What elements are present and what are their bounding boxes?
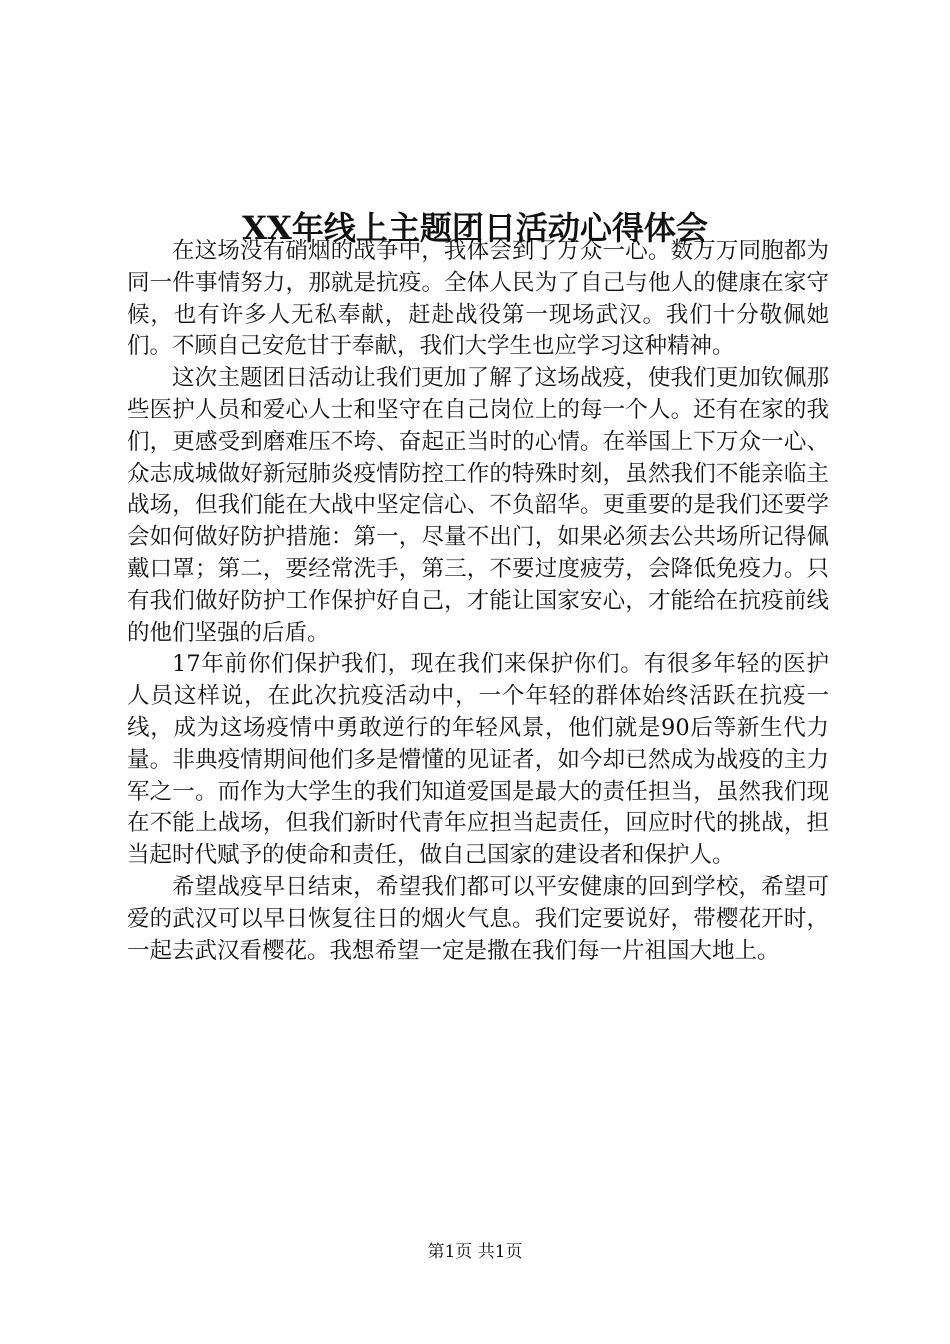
document-title: XX年线上主题团日活动心得体会 [242,209,708,248]
document-body [127,236,829,967]
paragraph: 17年前你们保护我们，现在我们来保护你们。有很多年轻的医护人员这样说，在此次抗疫活动中，一个年轻的群体始终活跃在抗疫一线，成为这场疫情中勇敢逆行的年轻风景，他们就是90后等新生代力量。非典疫情期间他们多是懵懂的见证者，如今却已然成为战疫的主力军之一。而作为大学生的我们知道爱国是最大的责任担当，虽然我们现在不能上战场，但我们新时代青年应担当起责任，回应时代的挑战，担当起时代赋予的使命和责任，做自己国家的建设者和保护人。 [127,651,829,869]
page-number-footer: 第1页 共1页 [427,1242,523,1262]
paragraph: 在这场没有硝烟的战争中，我体会到了万众一心。数万万同胞都为同一件事情努力，那就是抗疫。全体人民为了自己与他人的健康在家守候，也有许多人无私奉献，赶赴战役第一现场武汉。我们十分敬佩她们。不顾自己安危甘于奉献，我们大学生也应学习这种精神。 [127,238,829,360]
paragraph: 希望战疫早日结束，希望我们都可以平安健康的回到学校，希望可爱的武汉可以早日恢复往日的烟火气息。我们定要说好，带樱花开时，一起去武汉看樱花。我想希望一定是撒在我们每一片祖国大地上。 [127,873,829,964]
paragraph: 这次主题团日活动让我们更加了解了这场战疫，使我们更加钦佩那些医护人员和爱心人士和坚守在自己岗位上的每一个人。还有在家的我们，更感受到磨难压不垮、奋起正当时的心情。在举国上下万众一心、众志成城做好新冠肺炎疫情防控工作的特殊时刻，虽然我们不能亲临主战场，但我们能在大战中坚定信心、不负韶华。更重要的是我们还要学会如何做好防护措施：第一，尽量不出门，如果必须去公共场所记得佩戴口罩；第二，要经常洗手，第三，不要过度疲劳，会降低免疫力。只有我们做好防护工作保护好自己，才能让国家安心，才能给在抗疫前线的他们坚强的后盾。 [127,365,829,646]
